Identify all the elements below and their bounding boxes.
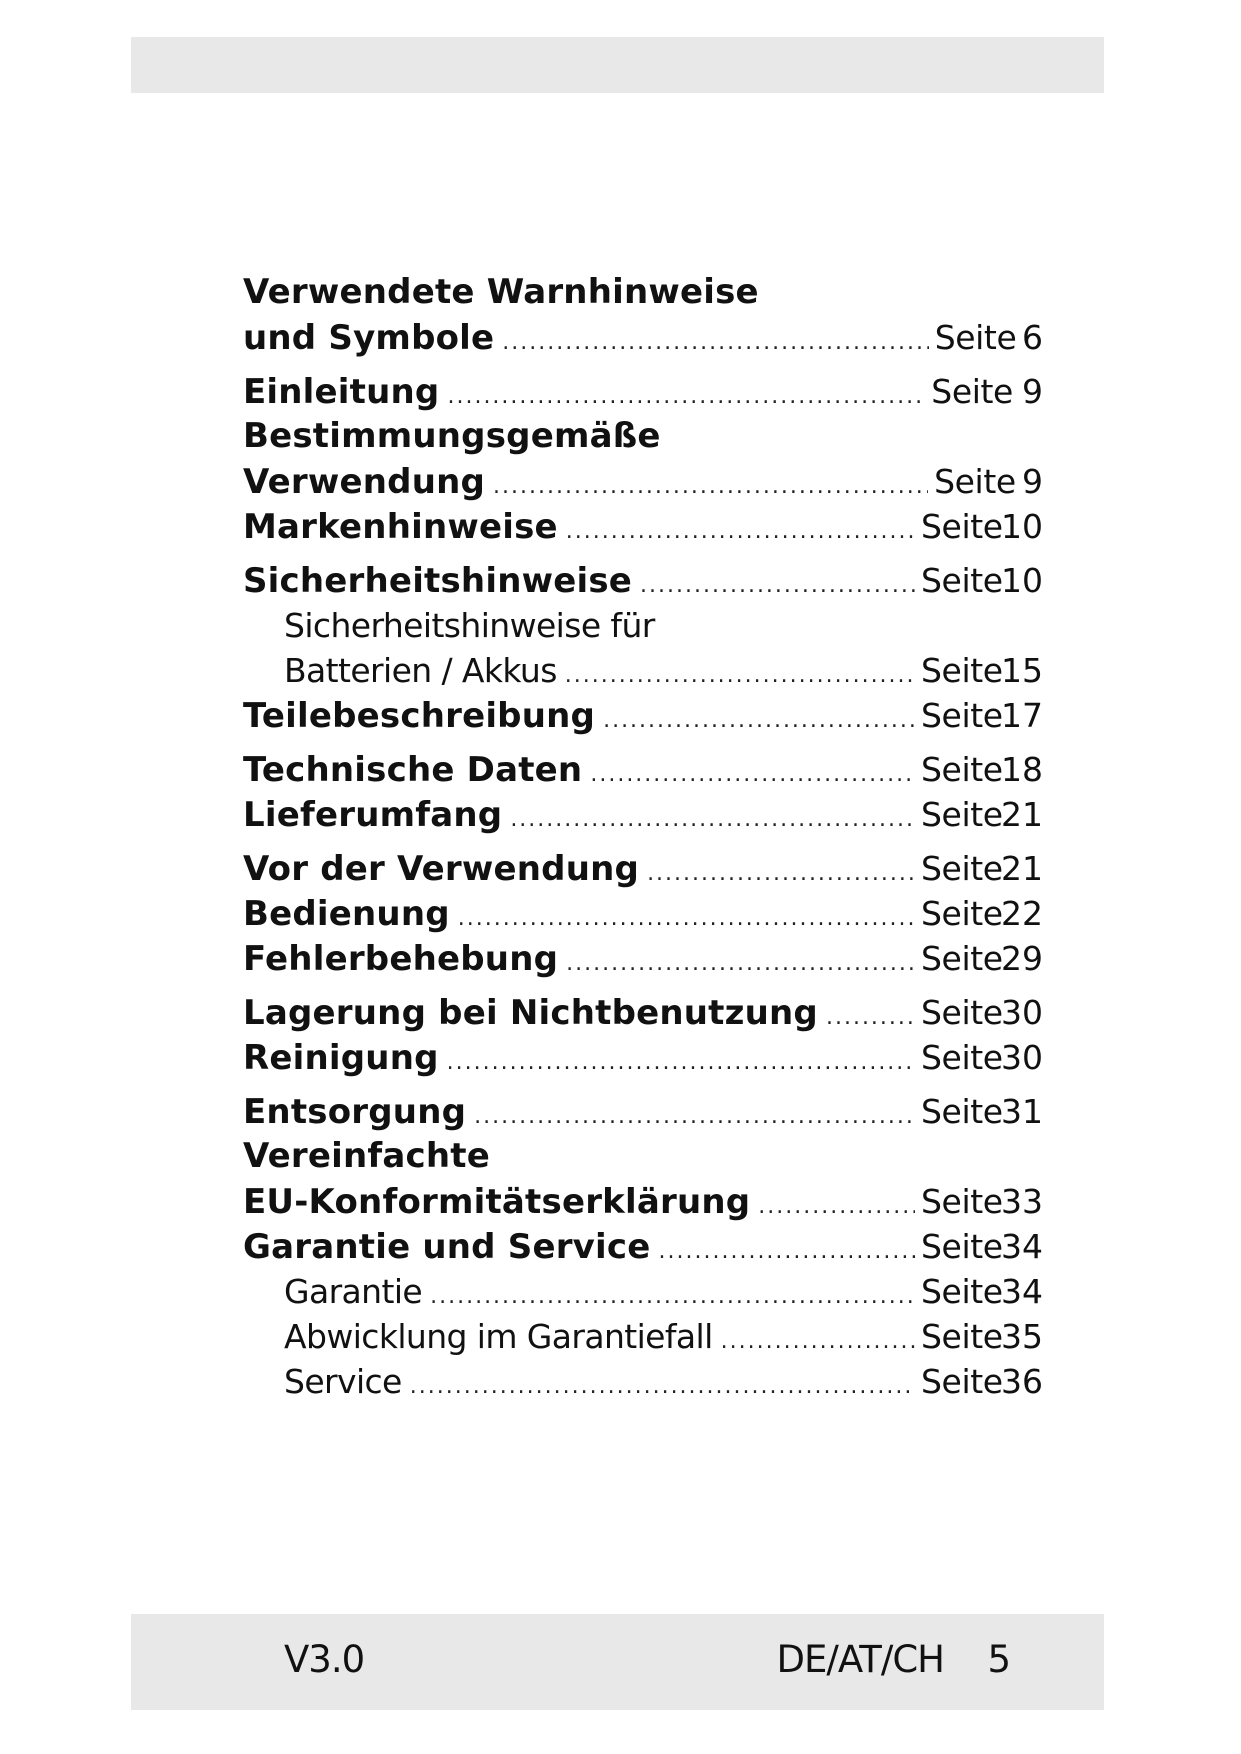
leader-dots <box>510 797 915 842</box>
version-label: V3.0 <box>284 1638 365 1681</box>
toc-entry-bestimmungsgemaesse-verwendung <box>243 414 1043 504</box>
toc-title: Entsorgung <box>243 1092 467 1132</box>
toc-page: 31 <box>1001 1092 1043 1131</box>
toc-entry-bedienung <box>243 891 1043 936</box>
leader-dots <box>603 698 915 743</box>
leader-dots <box>458 896 915 941</box>
toc-page: 15 <box>1001 651 1043 690</box>
leader-dots <box>447 1040 915 1085</box>
toc-entry-einleitung <box>243 369 1043 414</box>
seite-label: Seite <box>934 462 1016 501</box>
region-label: DE/AT/CH <box>776 1638 944 1681</box>
toc-page: 36 <box>1001 1362 1043 1401</box>
toc-entry-technische-daten <box>243 747 1043 792</box>
leader-dots <box>590 752 915 797</box>
toc-page: 22 <box>1001 894 1043 933</box>
toc-title-line1: Verwendete Warnhinweise <box>243 272 759 312</box>
leader-dots <box>474 1094 915 1139</box>
leader-dots <box>447 374 925 419</box>
toc-subentry-abwicklung <box>243 1314 1043 1359</box>
leader-dots <box>721 1319 915 1364</box>
seite-label: Seite <box>921 1272 1003 1311</box>
toc-title-line1: Bestimmungsgemäße <box>243 416 661 456</box>
leader-dots <box>430 1274 915 1319</box>
toc-entry-reinigung <box>243 1035 1043 1080</box>
seite-label: Seite <box>921 993 1003 1032</box>
toc-page: 21 <box>1001 795 1043 834</box>
page-number: 5 <box>987 1638 1011 1681</box>
toc-subentry-service <box>243 1359 1043 1404</box>
toc-page: 6 <box>1022 318 1043 357</box>
toc-entry-lagerung <box>243 990 1043 1035</box>
leader-dots <box>659 1229 915 1274</box>
toc-title: Technische Daten <box>243 750 583 790</box>
toc-title: Fehlerbehebung <box>243 939 559 979</box>
toc-title-line1: Vereinfachte <box>243 1136 491 1176</box>
seite-label: Seite <box>921 795 1003 834</box>
seite-label: Seite <box>921 1038 1003 1077</box>
seite-label: Seite <box>921 1317 1003 1356</box>
seite-label: Seite <box>921 894 1003 933</box>
seite-label: Seite <box>921 1182 1003 1221</box>
toc-entry-teilebeschreibung <box>243 693 1043 738</box>
header-band <box>131 37 1104 93</box>
seite-label: Seite <box>921 849 1003 888</box>
leader-dots <box>566 941 915 986</box>
toc-subentry-batterien-akkus <box>243 603 1043 693</box>
toc-page: 34 <box>1001 1227 1043 1266</box>
seite-label: Seite <box>921 750 1003 789</box>
seite-label: Seite <box>921 1092 1003 1131</box>
toc-title: Sicherheitshinweise <box>243 561 633 601</box>
toc-page: 33 <box>1001 1182 1043 1221</box>
toc-title: EU-Konformitätserklärung <box>243 1182 751 1222</box>
toc-title: und Symbole <box>243 318 495 358</box>
table-of-contents <box>243 270 1043 1404</box>
toc-page: 9 <box>1022 462 1043 501</box>
toc-title: Einleitung <box>243 372 440 412</box>
seite-label: Seite <box>921 1362 1003 1401</box>
seite-label: Seite <box>921 507 1003 546</box>
toc-page: 10 <box>1001 561 1043 600</box>
seite-label: Seite <box>921 651 1003 690</box>
toc-page: 21 <box>1001 849 1043 888</box>
toc-title: Batterien / Akkus <box>284 651 557 690</box>
seite-label: Seite <box>931 372 1013 411</box>
seite-label: Seite <box>921 561 1003 600</box>
seite-label: Seite <box>921 1227 1003 1266</box>
toc-entry-fehlerbehebung <box>243 936 1043 981</box>
toc-page: 10 <box>1001 507 1043 546</box>
toc-title: Vor der Verwendung <box>243 849 640 889</box>
toc-entry-vor-der-verwendung <box>243 846 1043 891</box>
toc-entry-entsorgung <box>243 1089 1043 1134</box>
toc-page: 30 <box>1001 1038 1043 1077</box>
leader-dots <box>493 464 928 509</box>
leader-dots <box>410 1364 915 1409</box>
toc-page: 18 <box>1001 750 1043 789</box>
toc-title: Markenhinweise <box>243 507 558 547</box>
leader-dots <box>640 563 915 608</box>
footer-band <box>131 1614 1104 1710</box>
toc-entry-warnhinweise <box>243 270 1043 360</box>
toc-title: Teilebeschreibung <box>243 696 596 736</box>
toc-title: Garantie <box>284 1272 423 1311</box>
toc-title: Reinigung <box>243 1038 439 1078</box>
toc-page: 30 <box>1001 993 1043 1032</box>
toc-title: Verwendung <box>243 462 486 502</box>
toc-entry-lieferumfang <box>243 792 1043 837</box>
toc-page: 29 <box>1001 939 1043 978</box>
seite-label: Seite <box>934 318 1017 357</box>
toc-page: 9 <box>1022 372 1043 411</box>
leader-dots <box>647 851 915 896</box>
toc-title: Service <box>284 1362 402 1401</box>
leader-dots <box>502 320 928 365</box>
toc-page: 17 <box>1001 696 1043 735</box>
toc-title: Garantie und Service <box>243 1227 651 1267</box>
toc-entry-sicherheitshinweise <box>243 558 1043 603</box>
leader-dots <box>758 1184 915 1229</box>
leader-dots <box>826 995 915 1040</box>
seite-label: Seite <box>921 939 1003 978</box>
toc-entry-markenhinweise <box>243 504 1043 549</box>
toc-title-line1: Sicherheitshinweise für <box>284 606 655 645</box>
toc-title: Abwicklung im Garantiefall <box>284 1317 713 1356</box>
toc-subentry-garantie <box>243 1269 1043 1314</box>
leader-dots <box>565 653 915 698</box>
toc-page: 35 <box>1001 1317 1043 1356</box>
toc-title: Lagerung bei Nichtbenutzung <box>243 993 818 1033</box>
toc-title: Bedienung <box>243 894 450 934</box>
toc-entry-eu-konformitaetserklaerung <box>243 1134 1043 1224</box>
leader-dots <box>566 509 915 554</box>
toc-entry-garantie-und-service <box>243 1224 1043 1269</box>
seite-label: Seite <box>921 696 1003 735</box>
toc-title: Lieferumfang <box>243 795 503 835</box>
toc-page: 34 <box>1001 1272 1043 1311</box>
